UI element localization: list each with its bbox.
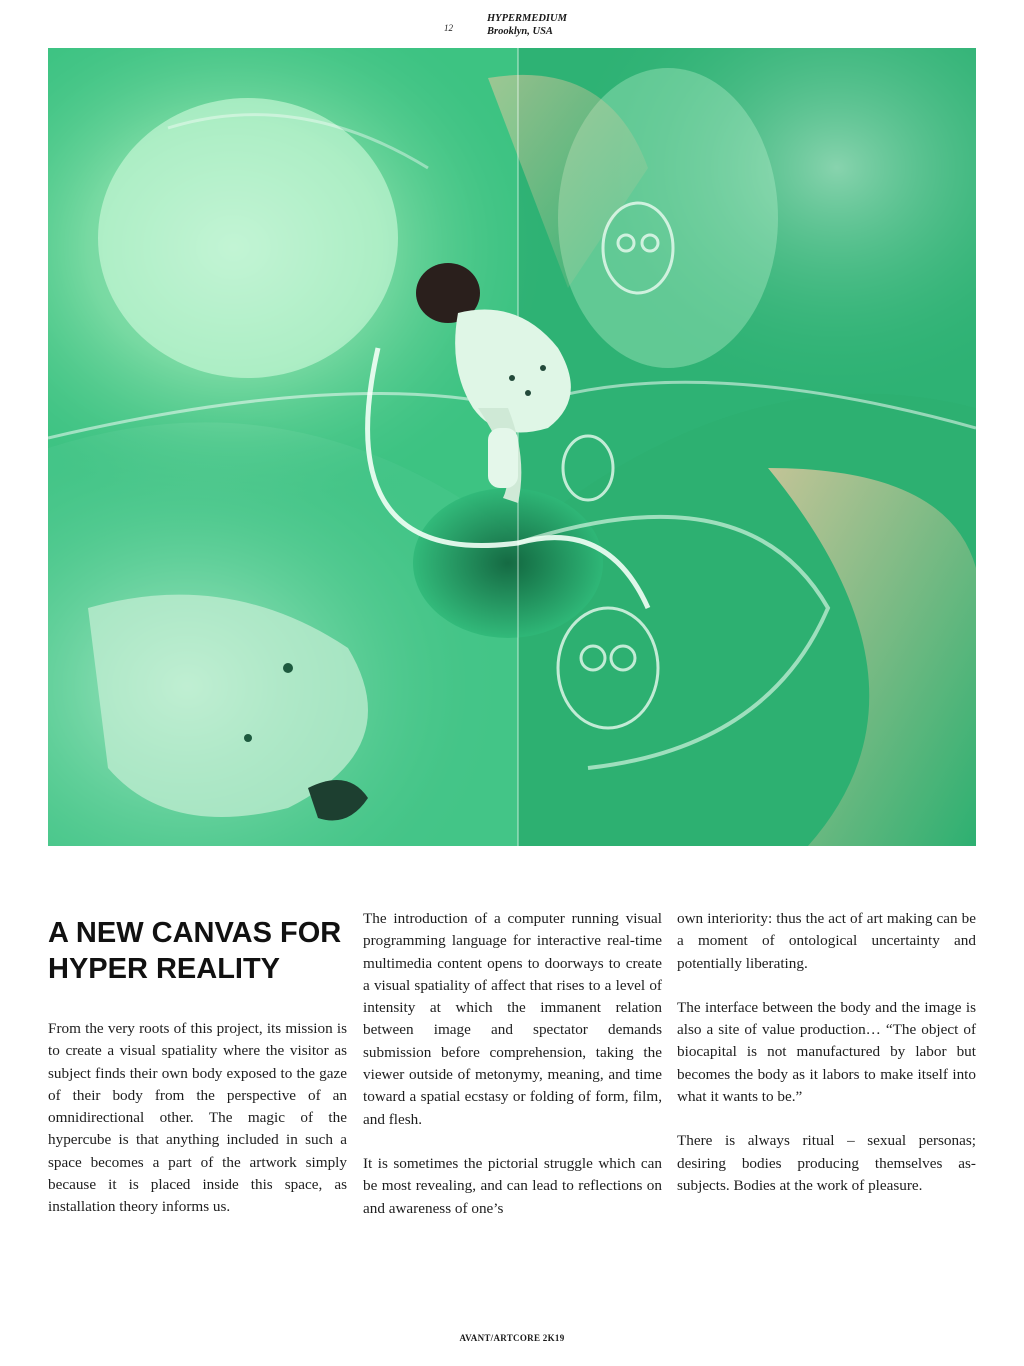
paragraph: The introduction of a computer running visual programming language for interactive real-time multimedia content opens to doorways to create a visual spatiality of affect that rises to a level of intensity at which the immanent relation between image and spectator demands submission before comprehension, taking the viewer outside of metonymy, meaning, and time toward a spatial ecstasy or folding of form, film, and flesh. <box>363 910 662 1128</box>
paragraph: From the very roots of this project, its mission is to create a visual spatiality where the visitor as subject finds their own body exposed to the gaze of their body from the perspective of an omnidirectional other. The magic of the hypercube is that anything included in such a space becomes a part of the artwork simply because it is placed inside this space, as installation theory informs us. <box>48 1020 347 1216</box>
hypercube-installation-image <box>48 48 976 846</box>
hero-photo <box>48 48 976 846</box>
page-footer: AVANT/ARTCORE 2K19 <box>459 1333 565 1343</box>
paragraph: It is sometimes the pictorial struggle which can be most revealing, and can lead to reflections on and awareness of one’s <box>363 1154 662 1217</box>
paragraph: The interface between the body and the image is also a site of value production… “The object of biocapital is not manufactured by labor but becomes the body as it labors to make itself into what it wants to be.” <box>677 998 976 1106</box>
publication-info <box>487 12 567 38</box>
paragraph: There is always ritual – sexual personas; desiring bodies producing themselves as-subjects. Bodies at the work of pleasure. <box>677 1132 976 1194</box>
publication-location: Brooklyn, USA <box>487 26 553 37</box>
paragraph: own interiority: thus the act of art making can be a moment of ontological uncertainty and potentially liberating. <box>677 910 976 972</box>
running-head <box>0 12 1024 42</box>
page-number: 12 <box>444 23 453 33</box>
article-column-2 <box>363 908 662 1242</box>
article-column-3 <box>677 908 976 1219</box>
publication-name: HYPERMEDIUM <box>487 13 567 24</box>
article-column-1 <box>48 1018 347 1241</box>
article-headline: A NEW CANVAS FOR HYPER REALITY <box>48 917 342 985</box>
